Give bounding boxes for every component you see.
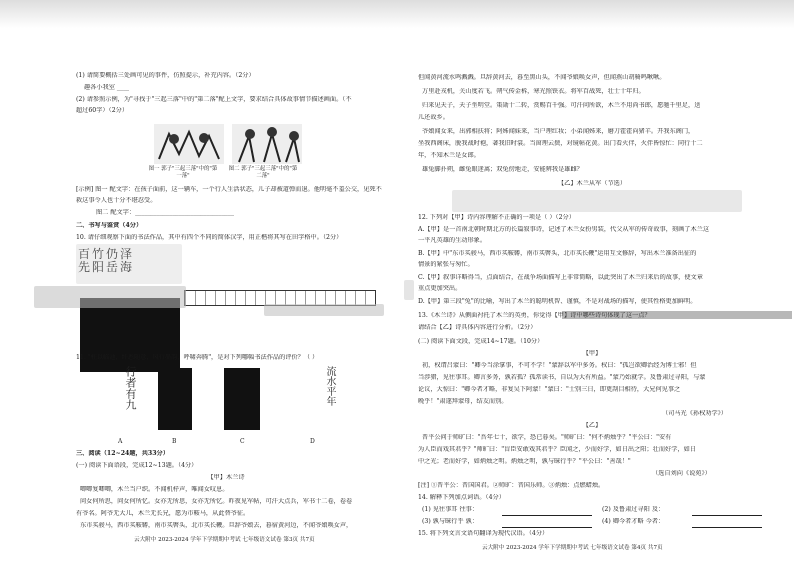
scan-smudge (34, 286, 186, 308)
poem-line: 爷娘闻女来，出郭相扶将；阿姊闻妹来，当户理红妆；小弟闻姊来，磨刀霍霍向猪羊。开我东阁门， (422, 128, 695, 135)
option-line: D.【甲】第三段"兔"的比喻，写出了木兰的聪明机智、谨慎，不是对战场的描写，使其性格更加鲜明。 (418, 298, 697, 305)
calligraphy-b (158, 368, 192, 430)
scan-smudge (264, 304, 384, 316)
classical-text: 中之光；老而好学，如炳烛之明。炳烛之明，孰与昧行乎？"平公曰："善哉！" (418, 458, 631, 465)
left-page (14, 58, 386, 556)
poem-line: 唧唧复唧唧，木兰当户织。不闻机杼声，唯闻女叹息。 (80, 486, 229, 493)
section-heading: 二、书写与鉴赏（4分） (76, 222, 143, 229)
option-label-a: A (118, 438, 123, 445)
q14-item: (1) 见往事耳 往事： (422, 506, 479, 513)
text-label-yi: 【乙】 (582, 422, 602, 429)
example-line: 救这事令人也十分不堪忍受。 (76, 197, 157, 204)
poem-line: 万里赴戎机，关山度若飞。朔气传金柝，寒光照铁衣。将军百战死，壮士十年归。 (422, 88, 645, 95)
question-11: 11. "枉以临池，纤悉随意，风行墨韵，呼啸奔腾"，是对下列哪幅书法作品的评价？（ ） (76, 354, 319, 361)
option-line: A.【甲】是一首南北朝时期北方的长篇叙事诗，记述了木兰女扮男装，代父从军的传奇故事，刻画了木兰这 (418, 226, 710, 233)
example-line: [示例] 图一 配文字：在孩子面前，这一辆车，一个行人生活状态，儿子却被道弹而退。他明毫不羞公交，见死不 (76, 186, 382, 193)
poem-line: 坐我西阁床，脱我战时袍，著我旧时裳。当窗理云鬓，对镜帖花黄。出门看火伴，火伴皆惊忙：同行十二 (418, 140, 703, 147)
q14-item: (2) 及鲁肃过寻阳 及： (602, 506, 665, 513)
poem-line: 但闻黄河流水鸣溅溅。旦辞黄河去，暮至黑山头，不闻爷娘唤女声，但闻燕山胡骑鸣啾啾。 (418, 74, 666, 81)
poem-line: 问女何所思，问女何所忆。女亦无所思，女亦无所忆。昨夜见军帖，可汗大点兵，军书十二卷，卷卷 (80, 498, 353, 505)
text-label-jia: 【甲】 (582, 350, 602, 357)
q14-item: (4) 卿今者才略 今者： (602, 518, 665, 525)
option-label-c: C (240, 438, 245, 445)
binding-shadow (404, 280, 414, 300)
page-footer: 云大附中 2023-2024 学年下学期期中考试 七年级语文试卷 第3页 共7页 (134, 537, 315, 543)
question-13: 13.《木兰诗》从侧面衬托了木兰的英勇，你觉得【甲】诗中哪些诗句体现了这一点？ (418, 312, 651, 319)
poem-title: 【甲】木兰诗 (207, 474, 245, 481)
source-citation: （司马光《孙权劝学》） (662, 410, 727, 417)
option-line: C.【甲】叙事详略得当，点面结合，在战争场面描写上非常简略，以此突出了木兰归来后的故事，使文章 (418, 274, 703, 281)
answer-line: 趣各小我室 ____ (84, 84, 130, 91)
scan-shadow (0, 0, 794, 28)
classical-text: 晋平公问于师旷曰："吾年七十，欲学，恐已暮矣。"师旷曰："何不炳烛乎？"平公曰："安有 (422, 434, 672, 441)
poem-line: 年，不知木兰是女郎。 (418, 152, 480, 159)
excerpt-title: 【乙】木兰从军（节选） (557, 180, 627, 187)
poem-line: 有爷名。阿爷无大儿，木兰无长兄，愿为市鞍马，从此替爷征。 (76, 510, 250, 517)
question-10: 10. 请仔细观察下面的书法作品，其中有四个不同的简体汉字，用正楷将其写在田字格中。（2分） (76, 234, 343, 241)
example-line: 图二 配文字：________________________________ (96, 209, 235, 216)
poem-line: 雄兔脚扑朔，雌兔眼迷离；双兔傍地走，安能辨我是雄雌？ (422, 166, 583, 173)
answer-blank[interactable] (502, 520, 592, 528)
subsection-heading: (一) 阅读下面语段，完成12~13题。（4分） (76, 462, 198, 469)
q14-item: (3) 孰与昧行乎 孰： (422, 518, 479, 525)
option-label-d: D (310, 438, 315, 445)
question-line: (1) 请简要概括三处画可见的事件，仿照提示，补充内容。（2分） (76, 72, 255, 79)
option-line: 重点更加突出。 (418, 285, 462, 292)
poem-line: 归来见天子，天子坐明堂。策勋十二转，赏赐百千强。可汗问所欲，木兰不用尚书郎，愿驰千里足，送 (422, 102, 701, 109)
classical-text: 为人臣而戏其君乎？"师旷曰："盲臣安敢戏其君乎？臣闻之，少而好学，如日出之阳；壮而好学，如日 (418, 446, 696, 453)
scan-smudge (452, 190, 742, 212)
question-13-cont: 请结合【乙】诗具体内容进行分析。（2分） (418, 324, 537, 331)
question-15: 15. 将下列文言文语句翻译为现代汉语。（4分） (418, 530, 549, 537)
subsection-heading: (二) 阅读下面文段，完成14~17题。（10分） (418, 338, 544, 345)
classical-text: 当涉猎，见往事耳。卿言多务，孰若孤？孤常读书，自以为大有所益。"蒙乃始就学。及鲁肃过寻阳，与蒙 (418, 374, 706, 381)
figure-caption-2: 图二 郭子"三起三落"中的"第二落" (228, 166, 298, 180)
option-line: 情景的紧张与匆忙。 (418, 261, 474, 268)
poem-line: 儿还故乡。 (418, 114, 449, 121)
calligraphy-a: 行者有九 (124, 366, 137, 410)
annotation-note: [注] ①晋平公：晋国国君。②师旷：晋国乐师。③炳烛：点燃蜡烛。 (418, 482, 605, 489)
question-line: 超过60字）（2分） (76, 107, 129, 114)
poem-line: 东市买骏马，西市买鞍鞯，南市买辔头，北市买长鞭。旦辞爷娘去，暮宿黄河边，不闻爷娘唤女声， (80, 522, 353, 529)
option-line: B.【甲】中"东市买骏马，西市买鞍鞯，南市买辔头，北市买长鞭"运用互文修辞，写出木兰准备出征的 (418, 250, 697, 257)
page-footer: 云大附中 2023-2024 学年下学期期中考试 七年级语文试卷 第4页 共7页 (482, 545, 663, 551)
answer-blank[interactable] (692, 520, 762, 528)
option-line: 一平凡英雄的生动形象。 (418, 237, 487, 244)
question-12: 12. 下列对【甲】诗内容理解不正确的一项是（ ）（2分） (418, 214, 575, 221)
answer-blank[interactable] (502, 508, 592, 516)
scan-smudge (76, 244, 182, 284)
classical-text: 论议，大惊曰："卿今者才略，非复吴下阿蒙！"蒙曰："士别三日，即更刮目相待，大兄何见事之 (418, 386, 681, 393)
question-line: (2) 请参照示例，为"寻找于"三起三落"中的"第二落"配上文字，要求结合具体故事情节描述画面。（不 (76, 96, 352, 103)
answer-blank[interactable] (692, 508, 762, 516)
option-label-b: B (172, 438, 177, 445)
source-citation: （选自刘向《说苑》） (652, 470, 711, 477)
calligraphy-sample-upper: 百竹仍泽 先阳岳海 (78, 247, 135, 274)
classical-text: 初，权谓吕蒙曰："卿今当涂掌事，不可不学！"蒙辞以军中多务。权曰："孤岂欲卿治经为博士邪！但 (422, 362, 697, 369)
question-14: 14. 解释下列加点词语。（4分） (418, 494, 505, 501)
classical-text: 晚乎！"肃遂拜蒙母，结友而别。 (418, 398, 508, 405)
calligraphy-d: 流水平年 (324, 366, 335, 406)
calligraphy-c (224, 368, 260, 430)
scan-smudge (562, 311, 792, 319)
section-heading: 三、阅读（12~24题，共33分） (76, 450, 169, 457)
figure-caption-1: 图一 郭子"三起三落"中的"第一落" (148, 166, 218, 180)
right-page (412, 62, 784, 560)
